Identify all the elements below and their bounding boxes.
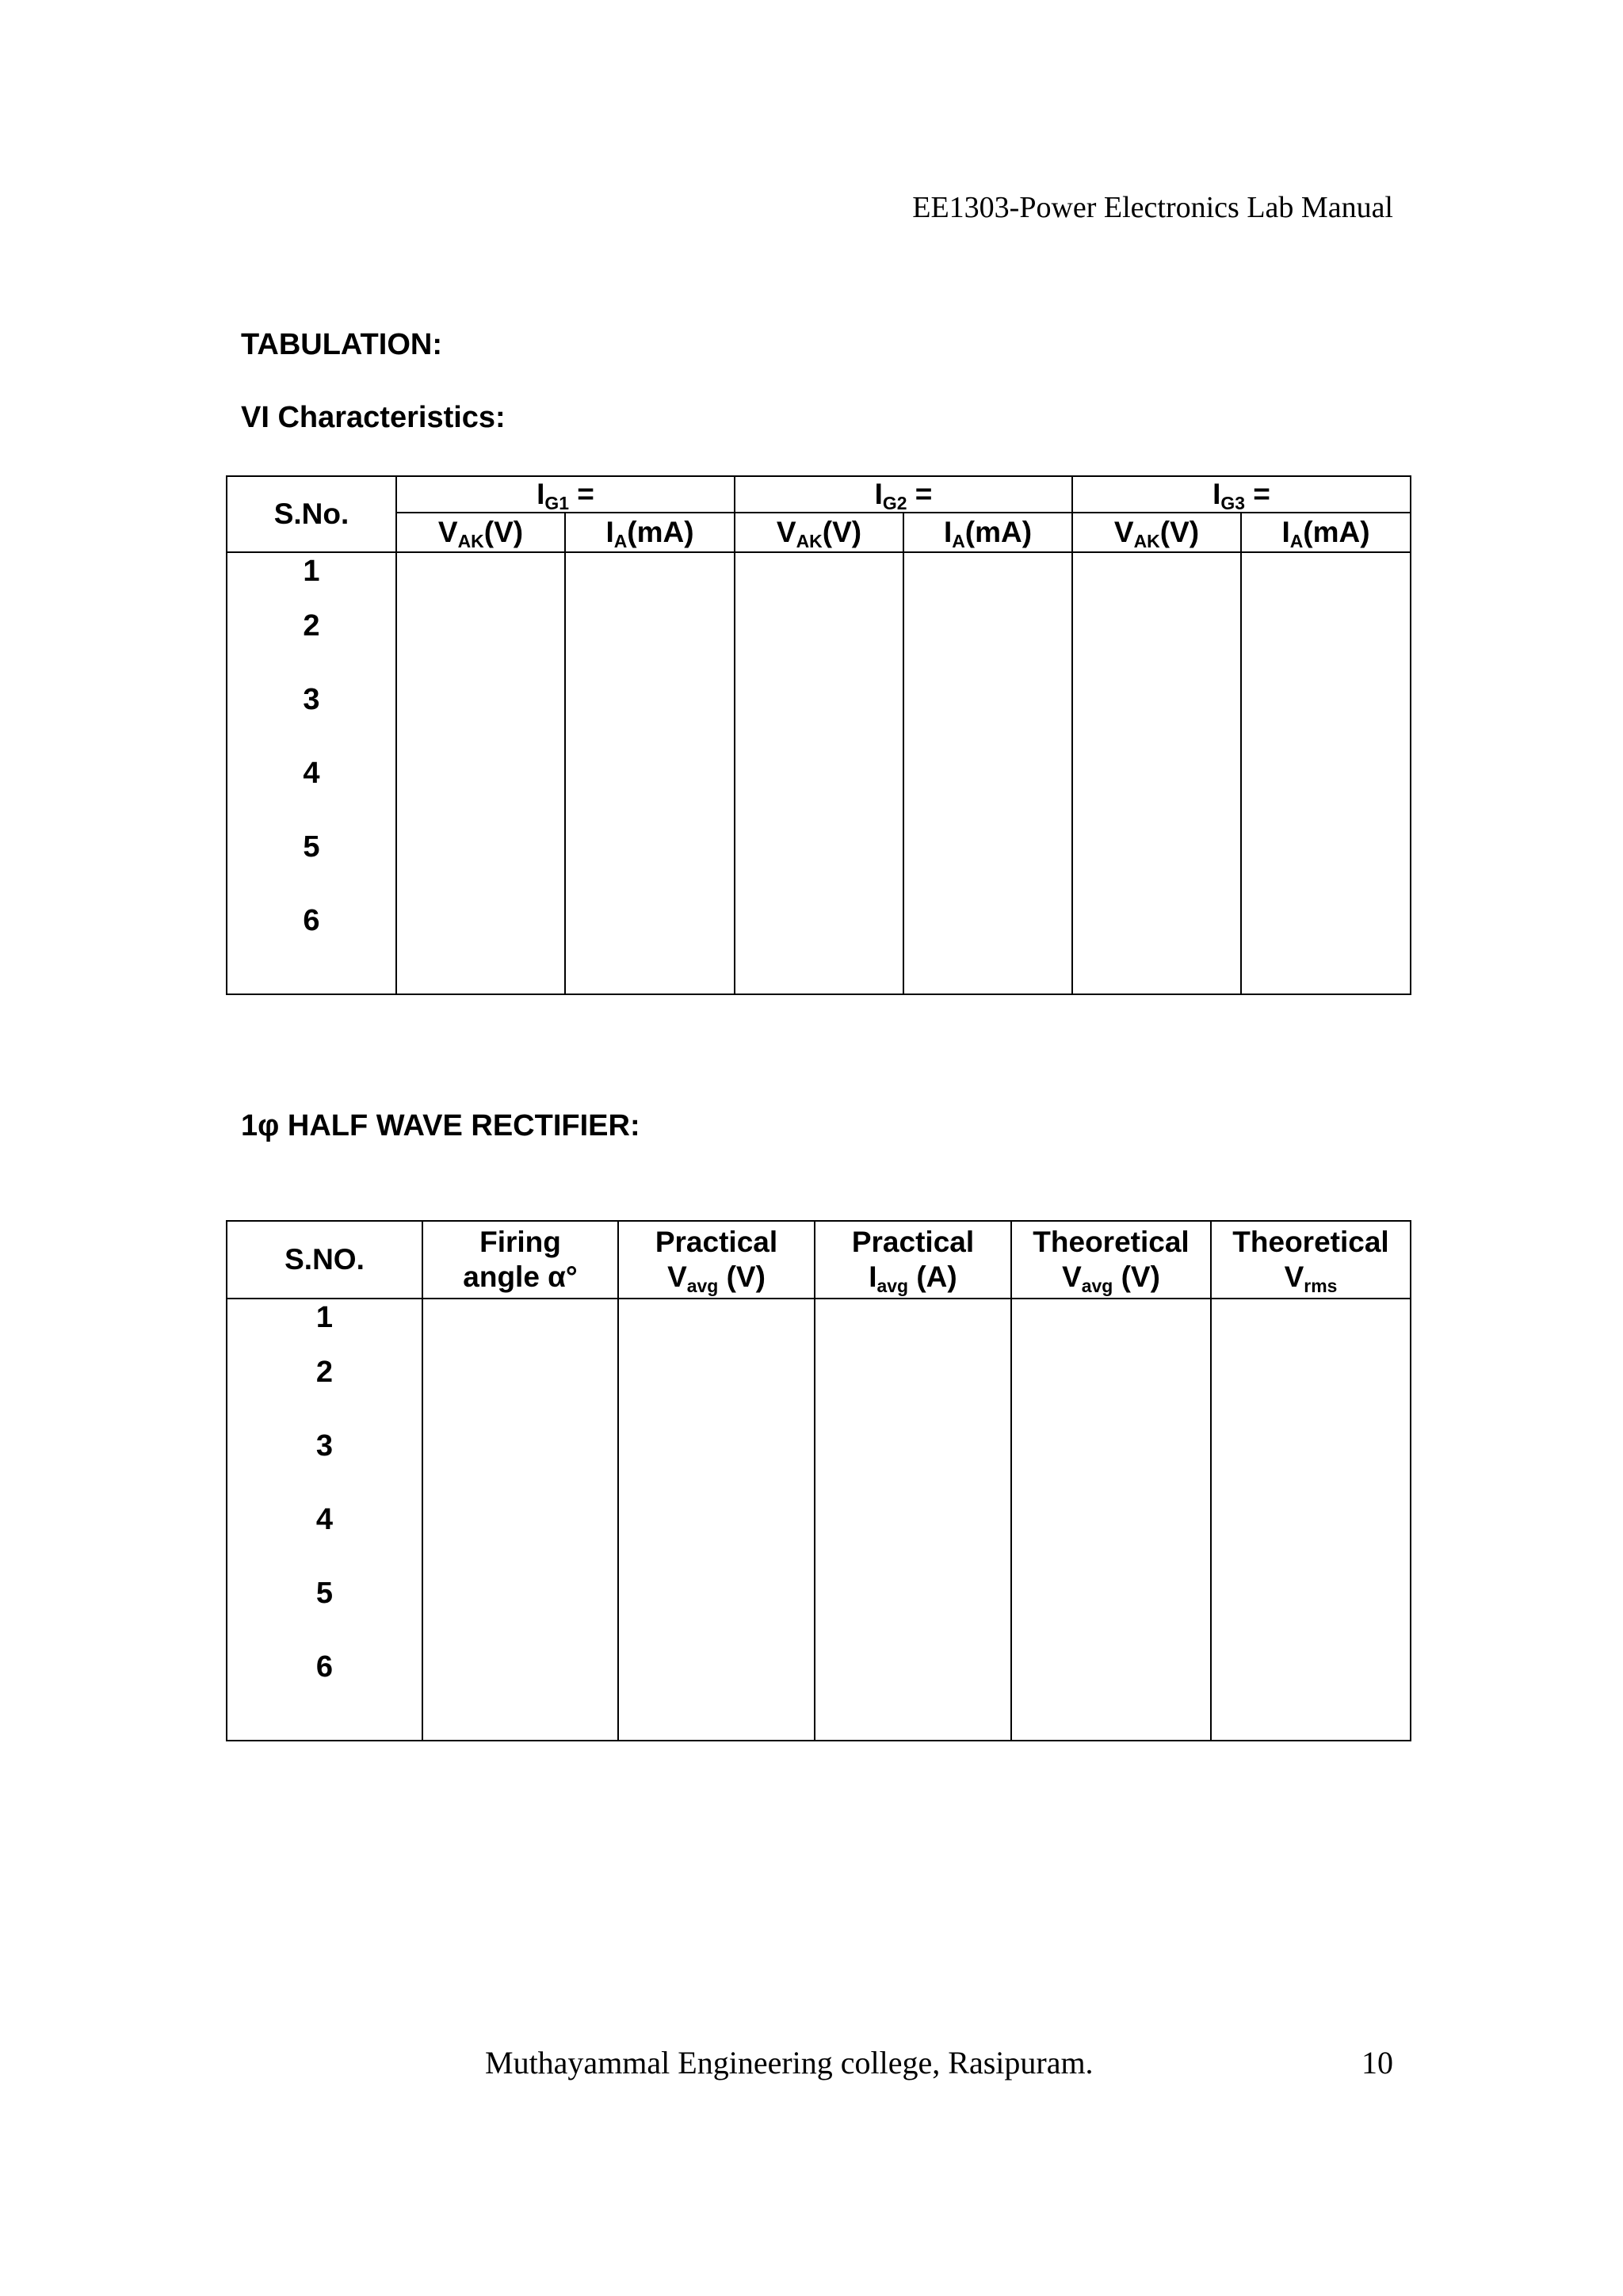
hwr-table-body-row [227, 1299, 1411, 1741]
vi-table-body-row [227, 552, 1411, 994]
heading-tabulation: TABULATION: [241, 328, 442, 361]
hwr-empty-cell [1011, 1299, 1211, 1741]
vi-sno-header: S.No. [227, 476, 396, 552]
vi-empty-cell [565, 552, 735, 994]
hwr-sno-list [227, 1299, 422, 1704]
hwr-row-number: 4 [315, 1503, 334, 1536]
vi-col-ia-2: $I_A(mA)$ [903, 513, 1072, 552]
hwr-col-practical-vavg: Practical $V_{avg}$ (V) [618, 1221, 815, 1299]
vi-characteristics-table [226, 475, 1411, 995]
hwr-row-number: 1 [315, 1301, 334, 1334]
vi-empty-cell [1072, 552, 1241, 994]
vi-col-vak-3: $V_{AK}(V)$ [1072, 513, 1241, 552]
footer-institution: Muthayammal Engineering college, Rasipuram. [485, 2045, 1094, 2081]
hwr-empty-cell [618, 1299, 815, 1741]
vi-table-group-header-row [227, 476, 1411, 513]
heading-half-wave-rectifier: 1φ HALF WAVE RECTIFIER: [241, 1109, 640, 1142]
vi-col-vak-2: $V_{AK}(V)$ [735, 513, 903, 552]
vi-col-ia-1: $I_A(mA)$ [565, 513, 735, 552]
vi-empty-cell [396, 552, 565, 994]
vi-group-ig1-header: $I_{G1}$ = [396, 476, 735, 513]
vi-row-number: 4 [303, 757, 320, 790]
hwr-col-firing-angle: Firing angle α° [422, 1221, 618, 1299]
heading-vi-characteristics: VI Characteristics: [241, 401, 506, 434]
vi-empty-cell [1241, 552, 1411, 994]
vi-table-column-header-row [227, 513, 1411, 552]
vi-row-number: 3 [303, 683, 320, 716]
page-header-title: EE1303-Power Electronics Lab Manual [912, 191, 1393, 224]
hwr-empty-cell [1211, 1299, 1411, 1741]
half-wave-rectifier-table [226, 1220, 1411, 1741]
vi-row-number: 2 [303, 609, 320, 643]
vi-row-number: 1 [303, 555, 320, 588]
hwr-row-number: 6 [315, 1650, 334, 1684]
hwr-col-theoretical-vavg: Theoretical $V_{avg}$ (V) [1011, 1221, 1211, 1299]
hwr-row-number: 2 [315, 1356, 334, 1389]
vi-sno-list [227, 553, 395, 958]
vi-sno-cell [227, 552, 396, 994]
hwr-col-theoretical-vrms: Theoretical $V_{rms}$ [1211, 1221, 1411, 1299]
vi-col-ia-3: $I_A(mA)$ [1241, 513, 1411, 552]
vi-empty-cell [903, 552, 1072, 994]
page-number: 10 [1361, 2045, 1393, 2081]
hwr-sno-cell [227, 1299, 422, 1741]
hwr-table-header-row [227, 1221, 1411, 1299]
hwr-row-number: 3 [315, 1429, 334, 1463]
hwr-empty-cell [422, 1299, 618, 1741]
hwr-row-number: 5 [315, 1577, 334, 1610]
vi-col-vak-1: $V_{AK}(V)$ [396, 513, 565, 552]
vi-group-ig2-header: $I_{G2}$ = [735, 476, 1072, 513]
hwr-sno-header: S.NO. [227, 1221, 422, 1299]
vi-row-number: 5 [303, 830, 320, 864]
hwr-col-practical-iavg: Practical $I_{avg}$ (A) [815, 1221, 1011, 1299]
vi-group-ig3-header: $I_{G3}$ = [1072, 476, 1411, 513]
vi-row-number: 6 [303, 904, 320, 937]
vi-empty-cell [735, 552, 903, 994]
hwr-empty-cell [815, 1299, 1011, 1741]
